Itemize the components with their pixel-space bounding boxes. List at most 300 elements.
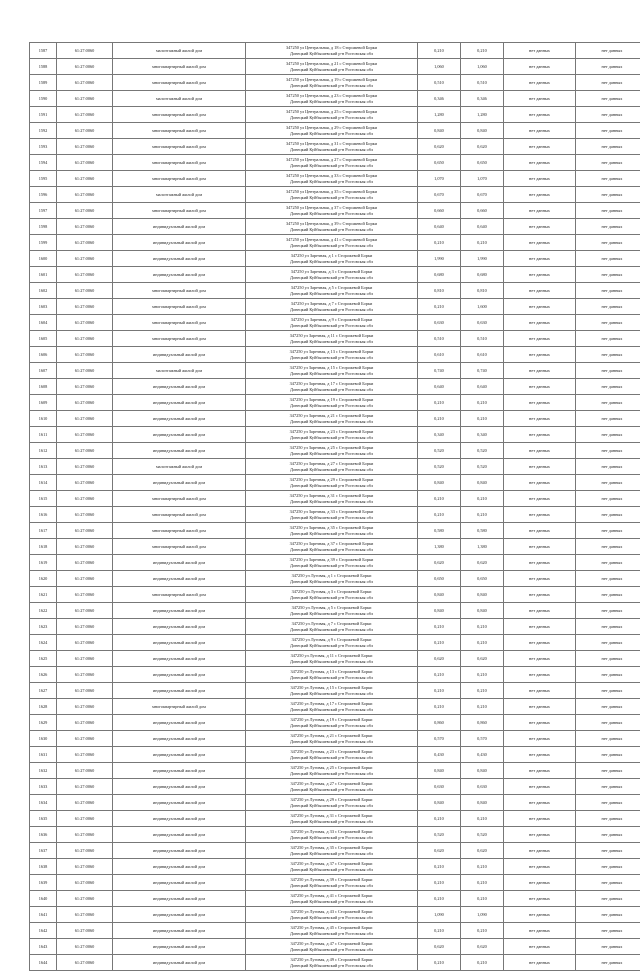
status-a-cell: нет данных (504, 491, 576, 507)
status-b-cell: нет данных (576, 123, 640, 139)
address-line-1: 347250 ул Луговая, д 33 с Сторожевой Борки (248, 829, 415, 835)
address-line-2: Донецкий Куйбышевский р-н Ростовская обл (248, 147, 415, 153)
cadastral-code-cell: 61:27:0060 (57, 795, 113, 811)
area-living-cell: 1,090 (461, 907, 504, 923)
address-cell (246, 107, 418, 123)
cadastral-code-cell: 61:27:0060 (57, 955, 113, 971)
building-type-cell: многоквартирный жилой дом (113, 523, 246, 539)
address-line-2: Донецкий Куйбышевский р-н Ростовская обл (248, 531, 415, 537)
area-total-cell: 0,810 (418, 283, 461, 299)
address-line-2: Донецкий Куйбышевский р-н Ростовская обл (248, 51, 415, 57)
area-total-cell: 0,610 (418, 347, 461, 363)
address-line-2: Донецкий Куйбышевский р-н Ростовская обл (248, 83, 415, 89)
status-a-cell: нет данных (504, 219, 576, 235)
address-line-1: 347250 ул Луговая, д 43 с Сторожевой Борки (248, 909, 415, 915)
address-line-2: Донецкий Куйбышевский р-н Ростовская обл (248, 99, 415, 105)
status-b-cell: нет данных (576, 347, 640, 363)
row-number-cell: 1623 (30, 619, 57, 635)
cadastral-code-cell: 61:27:0060 (57, 427, 113, 443)
address-cell (246, 331, 418, 347)
area-total-cell: 0,210 (418, 667, 461, 683)
building-type-cell: индивидуальный жилой дом (113, 779, 246, 795)
cadastral-code-cell: 61:27:0060 (57, 251, 113, 267)
status-b-cell: нет данных (576, 475, 640, 491)
table-row (30, 283, 640, 299)
cadastral-code-cell: 61:27:0060 (57, 811, 113, 827)
area-living-cell: 0,840 (461, 603, 504, 619)
area-total-cell: 0,680 (418, 267, 461, 283)
address-line-1: 347250 ул Луговая, д 13 с Сторожевой Борки (248, 669, 415, 675)
area-living-cell: 0,210 (461, 875, 504, 891)
area-living-cell: 0,210 (461, 683, 504, 699)
building-type-cell: индивидуальный жилой дом (113, 715, 246, 731)
table-row (30, 667, 640, 683)
address-line-1: 347250 ул Заречная, д 33 с Сторожевой Борки (248, 509, 415, 515)
status-b-cell: нет данных (576, 219, 640, 235)
status-b-cell: нет данных (576, 875, 640, 891)
building-type-cell: индивидуальный жилой дом (113, 555, 246, 571)
area-total-cell: 0,520 (418, 443, 461, 459)
status-a-cell: нет данных (504, 731, 576, 747)
cadastral-code-cell: 61:27:0060 (57, 731, 113, 747)
address-line-1: 347250 ул Центральная, д 41 с Сторожевой Борки (248, 237, 415, 243)
building-type-cell: индивидуальный жилой дом (113, 603, 246, 619)
area-living-cell: 0,210 (461, 619, 504, 635)
address-line-1: 347250 ул Центральная, д 27 с Сторожевой Борки (248, 157, 415, 163)
row-number-cell: 1627 (30, 683, 57, 699)
area-total-cell: 0,650 (418, 571, 461, 587)
area-living-cell: 0,340 (461, 427, 504, 443)
row-number-cell: 1606 (30, 347, 57, 363)
row-number-cell: 1600 (30, 251, 57, 267)
address-line-1: 347250 ул Центральная, д 18 с Сторожевой Борки (248, 45, 415, 51)
cadastral-code-cell: 61:27:0060 (57, 635, 113, 651)
table-row (30, 827, 640, 843)
address-cell (246, 235, 418, 251)
table-row (30, 315, 640, 331)
cadastral-code-cell: 61:27:0060 (57, 891, 113, 907)
status-a-cell: нет данных (504, 315, 576, 331)
building-type-cell: индивидуальный жилой дом (113, 667, 246, 683)
address-line-2: Донецкий Куйбышевский р-н Ростовская обл (248, 179, 415, 185)
address-line-2: Донецкий Куйбышевский р-н Ростовская обл (248, 803, 415, 809)
area-living-cell: 0,620 (461, 843, 504, 859)
status-b-cell: нет данных (576, 635, 640, 651)
row-number-cell: 1609 (30, 395, 57, 411)
address-line-2: Донецкий Куйбышевский р-н Ростовская обл (248, 115, 415, 121)
address-cell (246, 75, 418, 91)
area-living-cell: 0,520 (461, 459, 504, 475)
status-b-cell: нет данных (576, 155, 640, 171)
status-b-cell: нет данных (576, 699, 640, 715)
building-type-cell: многоквартирный жилой дом (113, 203, 246, 219)
address-line-1: 347250 ул Луговая, д 15 с Сторожевой Борки (248, 685, 415, 691)
row-number-cell: 1621 (30, 587, 57, 603)
status-a-cell: нет данных (504, 443, 576, 459)
building-type-cell: индивидуальный жилой дом (113, 251, 246, 267)
area-living-cell: 0,210 (461, 667, 504, 683)
row-number-cell: 1589 (30, 75, 57, 91)
address-line-1: 347250 ул Заречная, д 21 с Сторожевой Борки (248, 413, 415, 419)
status-b-cell: нет данных (576, 779, 640, 795)
status-b-cell: нет данных (576, 747, 640, 763)
address-cell (246, 171, 418, 187)
address-line-2: Донецкий Куйбышевский р-н Ростовская обл (248, 211, 415, 217)
address-line-2: Донецкий Куйбышевский р-н Ростовская обл (248, 899, 415, 905)
address-cell (246, 299, 418, 315)
table-row (30, 619, 640, 635)
building-type-cell: индивидуальный жилой дом (113, 443, 246, 459)
table-row (30, 299, 640, 315)
area-total-cell: 0,210 (418, 491, 461, 507)
area-living-cell: 0,620 (461, 555, 504, 571)
housing-table (29, 42, 640, 971)
table-row (30, 155, 640, 171)
address-line-2: Донецкий Куйбышевский р-н Ростовская обл (248, 371, 415, 377)
cadastral-code-cell: 61:27:0060 (57, 859, 113, 875)
status-a-cell: нет данных (504, 955, 576, 971)
table-row (30, 363, 640, 379)
address-line-1: 347250 ул Заречная, д 27 с Сторожевой Борки (248, 461, 415, 467)
area-living-cell: 0,210 (461, 395, 504, 411)
status-a-cell: нет данных (504, 283, 576, 299)
address-cell (246, 763, 418, 779)
area-living-cell: 0,740 (461, 363, 504, 379)
row-number-cell: 1628 (30, 699, 57, 715)
status-a-cell: нет данных (504, 891, 576, 907)
status-a-cell: нет данных (504, 395, 576, 411)
table-row (30, 571, 640, 587)
cadastral-code-cell: 61:27:0060 (57, 619, 113, 635)
cadastral-code-cell: 61:27:0060 (57, 523, 113, 539)
area-total-cell: 0,660 (418, 203, 461, 219)
address-cell (246, 603, 418, 619)
area-total-cell: 0,740 (418, 363, 461, 379)
status-b-cell: нет данных (576, 923, 640, 939)
address-cell (246, 555, 418, 571)
building-type-cell: индивидуальный жилой дом (113, 427, 246, 443)
address-cell (246, 43, 418, 59)
address-cell (246, 411, 418, 427)
address-line-2: Донецкий Куйбышевский р-н Ростовская обл (248, 931, 415, 937)
building-type-cell: индивидуальный жилой дом (113, 795, 246, 811)
area-total-cell: 0,210 (418, 875, 461, 891)
table-row (30, 443, 640, 459)
table-row (30, 603, 640, 619)
area-living-cell: 1,060 (461, 59, 504, 75)
area-total-cell: 0,840 (418, 123, 461, 139)
area-total-cell: 0,210 (418, 699, 461, 715)
address-line-2: Донецкий Куйбышевский р-н Ростовская обл (248, 435, 415, 441)
area-total-cell: 0,620 (418, 139, 461, 155)
row-number-cell: 1640 (30, 891, 57, 907)
area-living-cell: 0,520 (461, 443, 504, 459)
row-number-cell: 1625 (30, 651, 57, 667)
table-row (30, 491, 640, 507)
address-line-2: Донецкий Куйбышевский р-н Ростовская обл (248, 851, 415, 857)
address-cell (246, 955, 418, 971)
area-total-cell: 0,520 (418, 827, 461, 843)
status-a-cell: нет данных (504, 379, 576, 395)
area-living-cell: 0,810 (461, 283, 504, 299)
address-line-2: Донецкий Куйбышевский р-н Ростовская обл (248, 771, 415, 777)
table-row (30, 139, 640, 155)
address-line-2: Донецкий Куйбышевский р-н Ростовская обл (248, 275, 415, 281)
address-line-2: Донецкий Куйбышевский р-н Ростовская обл (248, 819, 415, 825)
building-type-cell: индивидуальный жилой дом (113, 219, 246, 235)
building-type-cell: индивидуальный жилой дом (113, 475, 246, 491)
address-line-1: 347250 ул Луговая, д 41 с Сторожевой Борки (248, 893, 415, 899)
address-line-1: 347250 ул Заречная, д 5 с Сторожевой Борки (248, 285, 415, 291)
area-total-cell: 0,840 (418, 587, 461, 603)
area-total-cell: 0,210 (418, 299, 461, 315)
address-line-1: 347250 ул Центральная, д 19 с Сторожевой Борки (248, 77, 415, 83)
status-a-cell: нет данных (504, 411, 576, 427)
address-line-2: Донецкий Куйбышевский р-н Ростовская обл (248, 307, 415, 313)
area-total-cell: 0,630 (418, 779, 461, 795)
area-living-cell: 0,210 (461, 891, 504, 907)
address-line-1: 347250 ул Заречная, д 35 с Сторожевой Борки (248, 525, 415, 531)
address-line-2: Донецкий Куйбышевский р-н Ростовская обл (248, 131, 415, 137)
status-a-cell: нет данных (504, 251, 576, 267)
status-b-cell: нет данных (576, 251, 640, 267)
cadastral-code-cell: 61:27:0060 (57, 507, 113, 523)
area-living-cell: 0,840 (461, 123, 504, 139)
address-line-2: Донецкий Куйбышевский р-н Ростовская обл (248, 163, 415, 169)
area-living-cell: 0,510 (461, 331, 504, 347)
area-living-cell: 0,210 (461, 699, 504, 715)
status-a-cell: нет данных (504, 299, 576, 315)
address-cell (246, 635, 418, 651)
address-cell (246, 123, 418, 139)
status-a-cell: нет данных (504, 795, 576, 811)
status-b-cell: нет данных (576, 331, 640, 347)
status-b-cell: нет данных (576, 683, 640, 699)
address-line-1: 347250 ул Луговая, д 21 с Сторожевой Борки (248, 733, 415, 739)
status-b-cell: нет данных (576, 907, 640, 923)
table-row (30, 459, 640, 475)
building-type-cell: многоквартирный жилой дом (113, 331, 246, 347)
row-number-cell: 1601 (30, 267, 57, 283)
address-line-1: 347250 ул Центральная, д 37 с Сторожевой Борки (248, 205, 415, 211)
status-a-cell: нет данных (504, 587, 576, 603)
status-a-cell: нет данных (504, 123, 576, 139)
area-total-cell: 0,520 (418, 459, 461, 475)
area-living-cell: 0,620 (461, 139, 504, 155)
cadastral-code-cell: 61:27:0060 (57, 107, 113, 123)
address-cell (246, 315, 418, 331)
address-line-2: Донецкий Куйбышевский р-н Ростовская обл (248, 515, 415, 521)
status-b-cell: нет данных (576, 619, 640, 635)
area-living-cell: 0,630 (461, 779, 504, 795)
status-a-cell: нет данных (504, 635, 576, 651)
area-total-cell: 0,620 (418, 555, 461, 571)
table-body (30, 43, 640, 971)
cadastral-code-cell: 61:27:0060 (57, 187, 113, 203)
area-total-cell: 0,210 (418, 683, 461, 699)
status-a-cell: нет данных (504, 43, 576, 59)
address-line-2: Донецкий Куйбышевский р-н Ростовская обл (248, 755, 415, 761)
area-living-cell: 0,210 (461, 411, 504, 427)
address-line-1: 347250 ул Центральная, д 39 с Сторожевой Борки (248, 221, 415, 227)
address-line-1: 347250 ул Заречная, д 31 с Сторожевой Борки (248, 493, 415, 499)
status-a-cell: нет данных (504, 683, 576, 699)
area-living-cell: 0,210 (461, 507, 504, 523)
address-line-2: Донецкий Куйбышевский р-н Ростовская обл (248, 403, 415, 409)
area-living-cell: 0,520 (461, 827, 504, 843)
building-type-cell: многоквартирный жилой дом (113, 299, 246, 315)
address-cell (246, 811, 418, 827)
building-type-cell: индивидуальный жилой дом (113, 571, 246, 587)
status-b-cell: нет данных (576, 75, 640, 91)
address-line-1: 347250 ул Заречная, д 9 с Сторожевой Борки (248, 317, 415, 323)
building-type-cell: индивидуальный жилой дом (113, 379, 246, 395)
area-total-cell: 0,210 (418, 955, 461, 971)
address-line-1: 347250 ул Луговая, д 3 с Сторожевой Борки (248, 589, 415, 595)
status-a-cell: нет данных (504, 363, 576, 379)
address-cell (246, 91, 418, 107)
row-number-cell: 1591 (30, 107, 57, 123)
address-line-1: 347250 ул Заречная, д 1 с Сторожевой Борки (248, 253, 415, 259)
status-a-cell: нет данных (504, 747, 576, 763)
address-line-2: Донецкий Куйбышевский р-н Ростовская обл (248, 723, 415, 729)
address-line-1: 347250 ул Центральная, д 35 с Сторожевой Борки (248, 189, 415, 195)
address-line-1: 347250 ул Луговая, д 27 с Сторожевой Борки (248, 781, 415, 787)
address-line-1: 347250 ул Луговая, д 45 с Сторожевой Борки (248, 925, 415, 931)
status-a-cell: нет данных (504, 619, 576, 635)
address-line-1: 347250 ул Луговая, д 11 с Сторожевой Борки (248, 653, 415, 659)
address-cell (246, 139, 418, 155)
area-total-cell: 0,210 (418, 395, 461, 411)
table-row (30, 923, 640, 939)
area-total-cell: 0,840 (418, 603, 461, 619)
area-living-cell: 0,210 (461, 955, 504, 971)
address-line-1: 347250 ул Заречная, д 23 с Сторожевой Борки (248, 429, 415, 435)
status-b-cell: нет данных (576, 203, 640, 219)
area-total-cell: 0,340 (418, 427, 461, 443)
row-number-cell: 1598 (30, 219, 57, 235)
status-a-cell: нет данных (504, 75, 576, 91)
status-a-cell: нет данных (504, 171, 576, 187)
cadastral-code-cell: 61:27:0060 (57, 843, 113, 859)
address-cell (246, 699, 418, 715)
address-line-2: Донецкий Куйбышевский р-н Ростовская обл (248, 483, 415, 489)
cadastral-code-cell: 61:27:0060 (57, 267, 113, 283)
building-type-cell: многоквартирный жилой дом (113, 107, 246, 123)
address-line-1: 347250 ул Заречная, д 11 с Сторожевой Борки (248, 333, 415, 339)
status-b-cell: нет данных (576, 859, 640, 875)
address-cell (246, 939, 418, 955)
area-total-cell: 0,210 (418, 507, 461, 523)
cadastral-code-cell: 61:27:0060 (57, 571, 113, 587)
area-living-cell: 0,860 (461, 715, 504, 731)
table-row (30, 43, 640, 59)
status-b-cell: нет данных (576, 91, 640, 107)
row-number-cell: 1587 (30, 43, 57, 59)
address-line-1: 347250 ул Луговая, д 39 с Сторожевой Борки (248, 877, 415, 883)
cadastral-code-cell: 61:27:0060 (57, 587, 113, 603)
address-line-1: 347250 ул Центральная, д 29 с Сторожевой Борки (248, 125, 415, 131)
address-line-1: 347250 ул Луговая, д 35 с Сторожевой Борки (248, 845, 415, 851)
status-b-cell: нет данных (576, 955, 640, 971)
status-a-cell: нет данных (504, 187, 576, 203)
cadastral-code-cell: 61:27:0060 (57, 603, 113, 619)
building-type-cell: многоквартирный жилой дом (113, 587, 246, 603)
area-total-cell: 0,430 (418, 747, 461, 763)
row-number-cell: 1597 (30, 203, 57, 219)
cadastral-code-cell: 61:27:0060 (57, 411, 113, 427)
cadastral-code-cell: 61:27:0060 (57, 395, 113, 411)
address-cell (246, 619, 418, 635)
table-row (30, 683, 640, 699)
row-number-cell: 1618 (30, 539, 57, 555)
area-living-cell: 0,840 (461, 795, 504, 811)
building-type-cell: индивидуальный жилой дом (113, 731, 246, 747)
status-a-cell: нет данных (504, 139, 576, 155)
area-total-cell: 0,570 (418, 731, 461, 747)
building-type-cell: индивидуальный жилой дом (113, 843, 246, 859)
area-living-cell: 0,210 (461, 635, 504, 651)
address-line-2: Донецкий Куйбышевский р-н Ростовская обл (248, 467, 415, 473)
building-type-cell: индивидуальный жилой дом (113, 875, 246, 891)
building-type-cell: индивидуальный жилой дом (113, 939, 246, 955)
status-a-cell: нет данных (504, 811, 576, 827)
status-b-cell: нет данных (576, 459, 640, 475)
row-number-cell: 1637 (30, 843, 57, 859)
address-cell (246, 283, 418, 299)
area-living-cell: 0,510 (461, 75, 504, 91)
table-row (30, 59, 640, 75)
status-b-cell: нет данных (576, 523, 640, 539)
address-line-2: Донецкий Куйбышевский р-н Ростовская обл (248, 339, 415, 345)
address-cell (246, 859, 418, 875)
status-a-cell: нет данных (504, 843, 576, 859)
table-row (30, 955, 640, 971)
table-row (30, 107, 640, 123)
building-type-cell: индивидуальный жилой дом (113, 235, 246, 251)
table-row (30, 475, 640, 491)
cadastral-code-cell: 61:27:0060 (57, 43, 113, 59)
status-b-cell: нет данных (576, 395, 640, 411)
cadastral-code-cell: 61:27:0060 (57, 59, 113, 75)
address-cell (246, 395, 418, 411)
cadastral-code-cell: 61:27:0060 (57, 379, 113, 395)
address-line-1: 347250 ул Луговая, д 47 с Сторожевой Борки (248, 941, 415, 947)
table-row (30, 379, 640, 395)
address-cell (246, 795, 418, 811)
cadastral-code-cell: 61:27:0060 (57, 299, 113, 315)
status-a-cell: нет данных (504, 347, 576, 363)
status-b-cell: нет данных (576, 299, 640, 315)
row-number-cell: 1603 (30, 299, 57, 315)
address-line-1: 347250 ул Центральная, д 23 с Сторожевой Борки (248, 93, 415, 99)
address-line-2: Донецкий Куйбышевский р-н Ростовская обл (248, 563, 415, 569)
row-number-cell: 1644 (30, 955, 57, 971)
cadastral-code-cell: 61:27:0060 (57, 315, 113, 331)
status-b-cell: нет данных (576, 763, 640, 779)
cadastral-code-cell: 61:27:0060 (57, 283, 113, 299)
address-cell (246, 667, 418, 683)
building-type-cell: многоквартирный жилой дом (113, 315, 246, 331)
row-number-cell: 1629 (30, 715, 57, 731)
address-cell (246, 715, 418, 731)
status-a-cell: нет данных (504, 827, 576, 843)
status-b-cell: нет данных (576, 363, 640, 379)
address-line-1: 347250 ул Луговая, д 37 с Сторожевой Борки (248, 861, 415, 867)
address-line-1: 347250 ул Заречная, д 15 с Сторожевой Борки (248, 365, 415, 371)
status-b-cell: нет данных (576, 267, 640, 283)
address-line-2: Донецкий Куйбышевский р-н Ростовская обл (248, 963, 415, 969)
